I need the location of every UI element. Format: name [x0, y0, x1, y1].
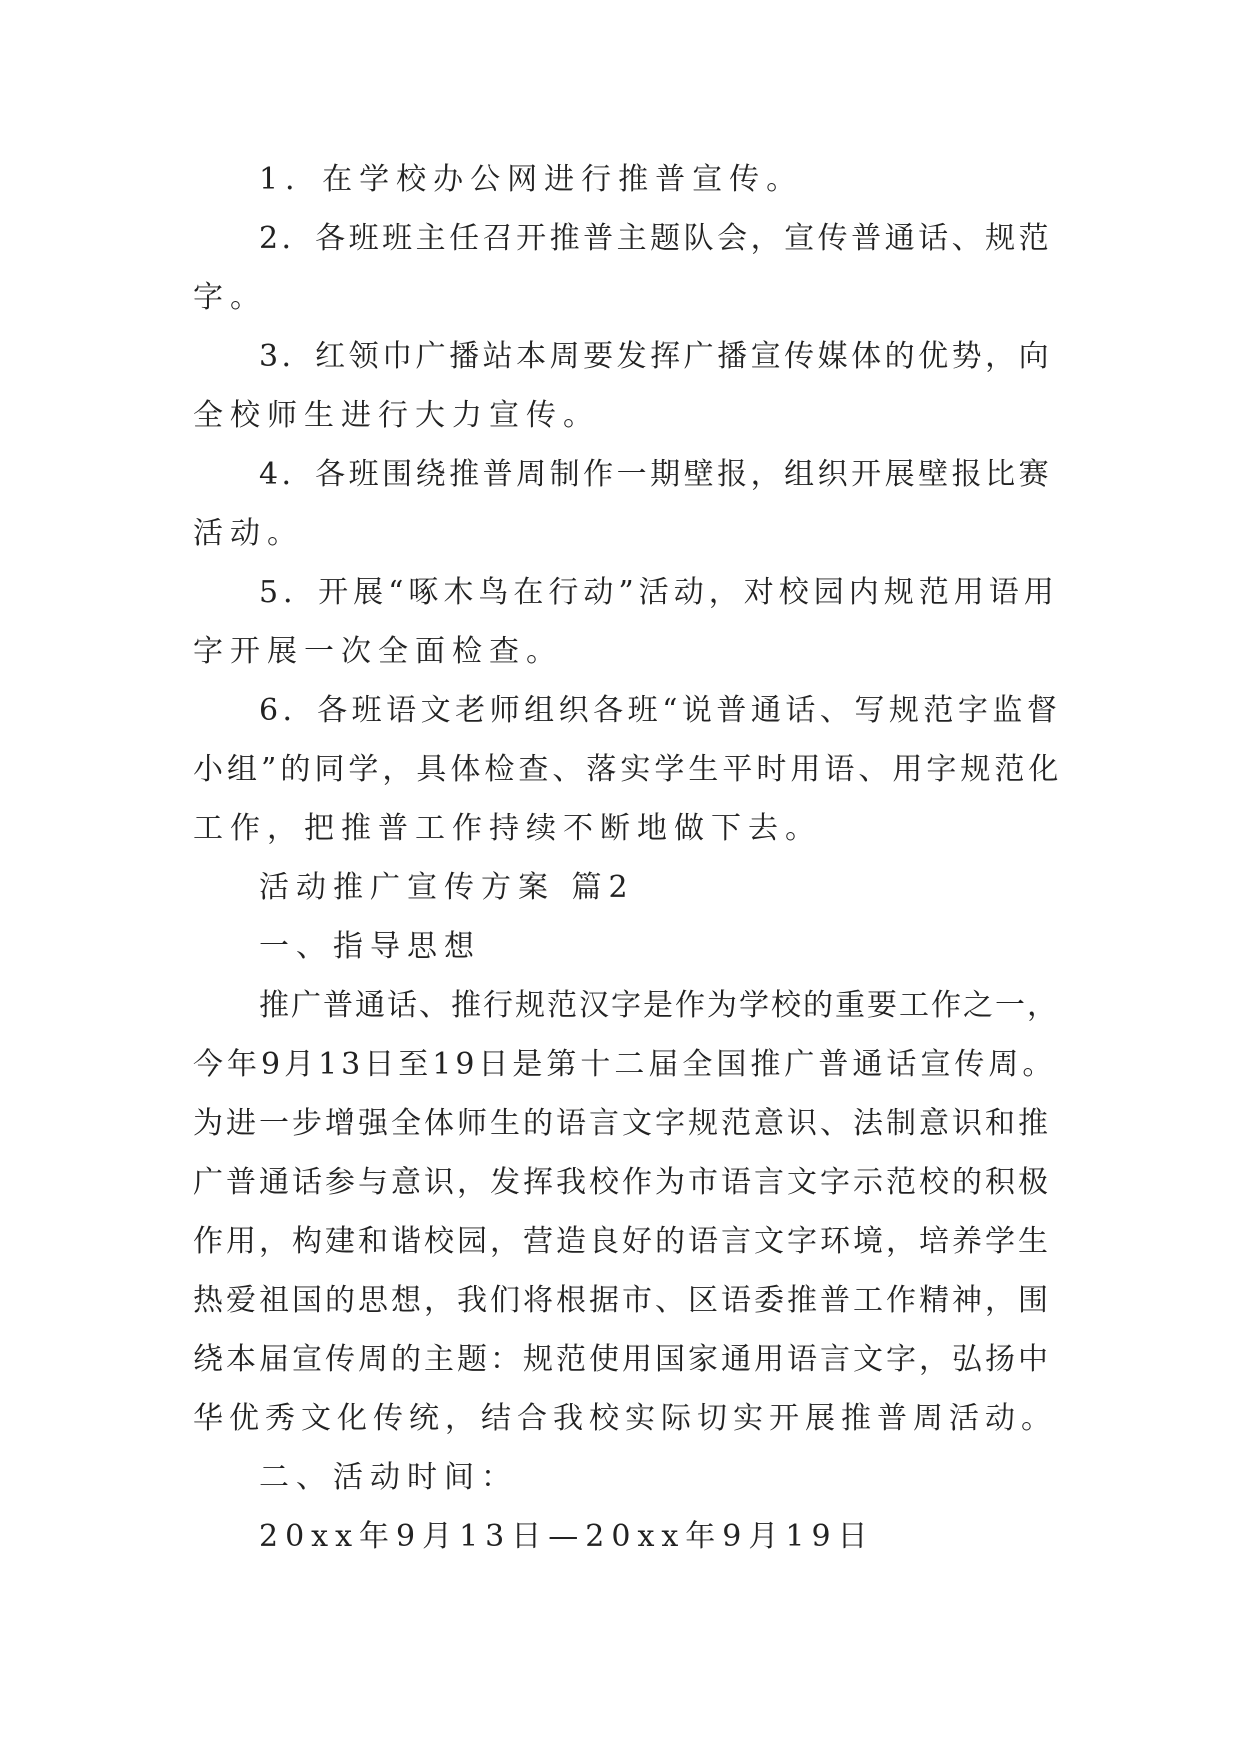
text-line: 工作，把推普工作持续不断地做下去。 [193, 811, 822, 846]
text-line: 活动。 [193, 516, 304, 551]
section-heading: 一、指导思想 [259, 929, 481, 964]
text-line: 5．开展“啄木鸟在行动”活动，对校园内规范用语用 [259, 575, 1059, 610]
text-line: 全校师生进行大力宣传。 [193, 398, 600, 433]
text-line: 热爱祖国的思想，我们将根据市、区语委推普工作精神，围 [193, 1283, 1051, 1318]
text-line: 小组”的同学，具体检查、落实学生平时用语、用字规范化 [193, 752, 1063, 787]
text-line: 绕本届宣传周的主题：规范使用国家通用语言文字，弘扬中 [193, 1342, 1051, 1377]
text-line: 4．各班围绕推普周制作一期壁报，组织开展壁报比赛 [259, 457, 1053, 492]
text-line: 1．在学校办公网进行推普宣传。 [259, 162, 804, 197]
text-line: 华优秀文化传统，结合我校实际切实开展推普周活动。 [193, 1401, 1057, 1436]
document-body [193, 150, 1061, 1566]
text-line: 今年9月13日至19日是第十二届全国推广普通话宣传周。 [193, 1047, 1057, 1082]
section-title: 活动推广宣传方案 篇2 [259, 870, 635, 905]
text-line: 2．各班班主任召开推普主题队会，宣传普通话、规范 [259, 221, 1053, 256]
text-line: 推广普通话、推行规范汉字是作为学校的重要工作之一， [259, 988, 1059, 1023]
date-range: 20xx年9月13日—20xx年9月19日 [259, 1519, 875, 1554]
text-line: 字。 [193, 280, 267, 315]
section-heading: 二、活动时间： [259, 1460, 518, 1495]
text-line: 为进一步增强全体师生的语言文字规范意识、法制意识和推 [193, 1106, 1051, 1141]
text-line: 6．各班语文老师组织各班“说普通话、写规范字监督 [259, 693, 1062, 728]
text-line: 作用，构建和谐校园，营造良好的语言文字环境，培养学生 [193, 1224, 1051, 1259]
text-line: 3．红领巾广播站本周要发挥广播宣传媒体的优势，向 [259, 339, 1053, 374]
text-line: 广普通话参与意识，发挥我校作为市语言文字示范校的积极 [193, 1165, 1051, 1200]
text-line: 字开展一次全面检查。 [193, 634, 563, 669]
